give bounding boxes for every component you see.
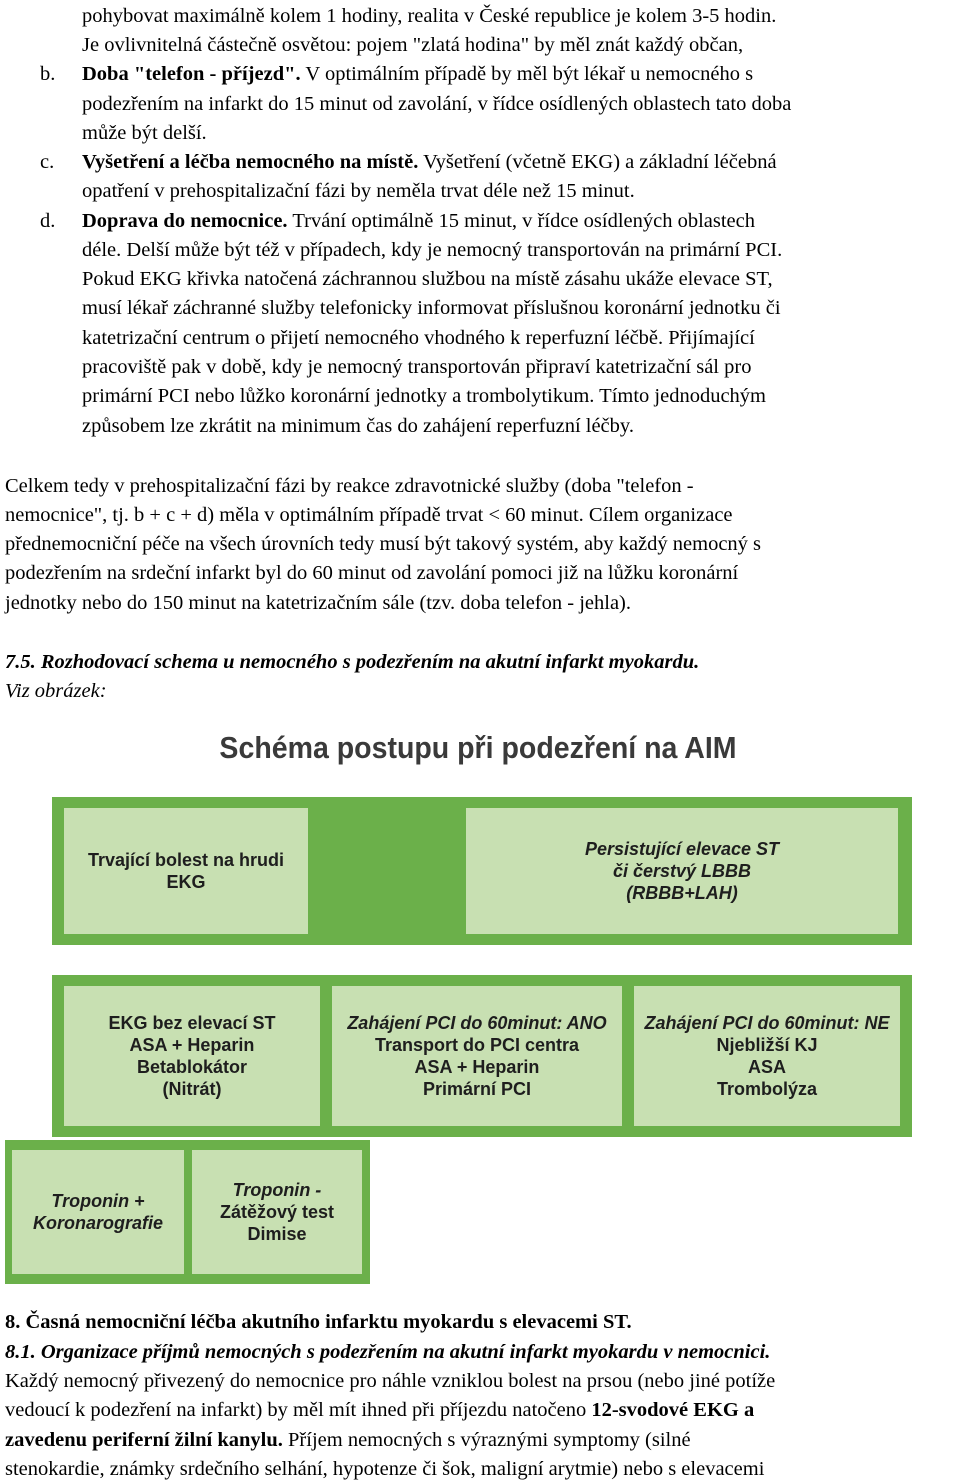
box-line: Persistující elevace ST	[584, 839, 780, 859]
box-line: Trvající bolest na hrudi	[87, 850, 285, 870]
text-line: podezřením na infarkt do 15 minut od zavolání, v řídce osídlených oblastech tato doba	[82, 93, 792, 115]
diagram-box-troponin-negative	[192, 1150, 362, 1274]
diagram-box-no-st-elevation	[64, 986, 320, 1126]
list-item-title: Doba "telefon - příjezd".	[82, 63, 301, 85]
box-line: Njebližší KJ	[716, 1035, 818, 1055]
paragraph-line	[5, 1426, 691, 1455]
text-line: může být delší.	[82, 122, 207, 144]
text-line: způsobem lze zkrátit na minimum čas do zahájení reperfuzní léčby.	[82, 415, 634, 437]
diagram-box-chest-pain	[64, 808, 308, 934]
box-line: EKG	[166, 872, 206, 892]
text-run: Příjem nemocných s výraznými symptomy (silné	[282, 1429, 691, 1451]
box-line: ASA + Heparin	[129, 1035, 255, 1055]
text-line: opatření v prehospitalizační fázi by neměla trvat déle než 15 minut.	[82, 180, 635, 202]
section-heading: 8. Časná nemocniční léčba akutního infarktu myokardu s elevacemi ST.	[5, 1311, 632, 1333]
box-line: Koronarografie	[32, 1213, 164, 1233]
diagram-box-pci-yes	[332, 986, 622, 1126]
section-subheading: Viz obrázek:	[5, 680, 107, 702]
box-line: či čerstvý LBBB	[612, 861, 752, 881]
box-line: ASA	[747, 1057, 786, 1077]
text-run-bold: zavedenu periferní žilní kanylu.	[5, 1429, 283, 1451]
box-line: Transport do PCI centra	[374, 1035, 580, 1055]
paragraph-line: jednotky nebo do 150 minut na katetrizačním sále (tzv. doba telefon - jehla).	[5, 592, 631, 614]
list-label: c.	[40, 151, 55, 173]
list-item-c	[40, 148, 777, 177]
text-line: pracoviště pak v době, kdy je nemocný transportován připraví katetrizační sál pro	[82, 356, 752, 378]
diagram-box-st-elevation	[466, 808, 898, 934]
paragraph-line: Každý nemocný přivezený do nemocnice pro náhle vzniklou bolest na prsou (nebo jiné potíže	[5, 1370, 776, 1392]
paragraph-line	[5, 1396, 754, 1425]
list-item-text: Vyšetření (včetně EKG) a základní léčebná	[418, 151, 777, 173]
paragraph-line: stenokardie, známky srdečního selhání, hypotenze či šok, maligní arytmie) nebo s elevacemi	[5, 1458, 765, 1480]
text-line: pohybovat maximálně kolem 1 hodiny, realita v České republice je kolem 3-5 hodin.	[82, 5, 777, 27]
diagram-box-troponin-positive	[12, 1150, 184, 1274]
box-line: Trombolýza	[716, 1079, 818, 1099]
text-line: primární PCI nebo lůžko koronární jednotky a trombolytikum. Tímto jednoduchým	[82, 385, 766, 407]
paragraph-line: přednemocniční péče na všech úrovních tedy musí být takový systém, aby každý nemocný s	[5, 533, 762, 555]
text-line: musí lékař záchranné služby telefonicky informovat příslušnou koronární jednotku či	[82, 297, 781, 319]
list-item-text: Trvání optimálně 15 minut, v řídce osídlených oblastech	[287, 210, 756, 232]
box-line: EKG bez elevací ST	[108, 1013, 276, 1033]
diagram-box-pci-no	[634, 986, 900, 1126]
list-item-d	[40, 207, 755, 236]
box-line: Dimise	[247, 1224, 307, 1244]
list-item-title: Doprava do nemocnice.	[82, 210, 288, 232]
text-line: Je ovlivnitelná částečně osvětou: pojem "zlatá hodina" by měl znát každý občan,	[82, 34, 744, 56]
section-heading: 7.5. Rozhodovací schema u nemocného s podezřením na akutní infarkt myokardu.	[5, 651, 700, 673]
list-label: b.	[40, 63, 56, 85]
list-item-text: V optimálním případě by měl být lékař u nemocného s	[300, 63, 754, 85]
box-line: Zahájení PCI do 60minut: ANO	[347, 1013, 607, 1033]
box-line: Primární PCI	[422, 1079, 532, 1099]
text-run-bold: 12-svodové EKG a	[591, 1399, 755, 1421]
box-line: (RBBB+LAH)	[626, 883, 738, 903]
list-item-b	[40, 60, 753, 89]
text-line: Pokud EKG křivka natočená záchrannou službou na místě zásahu ukáže elevace ST,	[82, 268, 773, 290]
box-line: (Nitrát)	[162, 1079, 222, 1099]
box-line: Zahájení PCI do 60minut: NE	[644, 1013, 890, 1033]
list-item-title: Vyšetření a léčba nemocného na místě.	[82, 151, 419, 173]
list-label: d.	[40, 210, 56, 232]
paragraph-line: nemocnice", tj. b + c + d) měla v optimálním případě trvat < 60 minut. Cílem organizace	[5, 504, 733, 526]
paragraph-line: Celkem tedy v prehospitalizační fázi by reakce zdravotnické služby (doba "telefon -	[5, 475, 694, 497]
text-line: katetrizační centrum o přijetí nemocného vhodného k reperfuzní léčbě. Přijímající	[82, 327, 755, 349]
box-line: Troponin +	[51, 1191, 145, 1211]
box-line: ASA + Heparin	[414, 1057, 540, 1077]
section-subheading: 8.1. Organizace příjmů nemocných s podezřením na akutní infarkt myokardu v nemocnici.	[5, 1341, 771, 1363]
paragraph-line: podezřením na srdeční infarkt byl do 60 minut od zavolání pomoci již na lůžku koronární	[5, 562, 739, 584]
box-line: Betablokátor	[136, 1057, 247, 1077]
box-line: Zátěžový test	[219, 1202, 335, 1222]
text-line: déle. Delší může být též v případech, kdy je nemocný transportován na primární PCI.	[82, 239, 783, 261]
text-run: vedoucí k podezření na infarkt) by měl mít ihned při příjezdu natočeno	[5, 1399, 592, 1421]
diagram-title: Schéma postupu při podezření na AIM	[219, 730, 737, 765]
box-line: Troponin -	[232, 1180, 322, 1200]
